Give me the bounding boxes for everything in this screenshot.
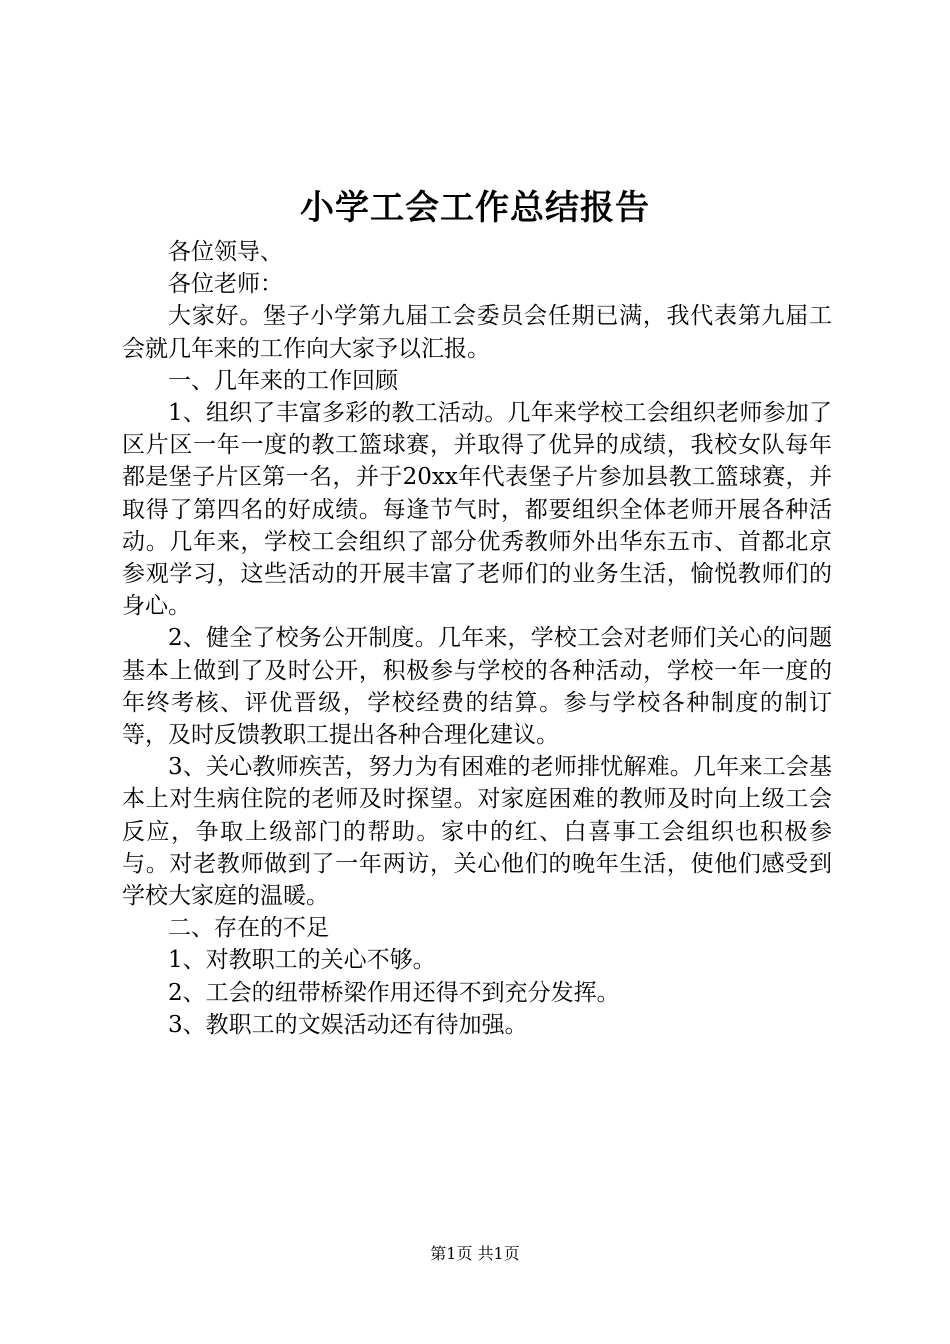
- shortcoming-item-1: 1、对教职工的关心不够。: [168, 947, 436, 974]
- page-footer: 第1页 共1页: [430, 1244, 520, 1263]
- section-heading-shortcomings: 二、存在的不足: [168, 915, 329, 942]
- shortcoming-item-2: 2、工会的纽带桥梁作用还得不到充分发挥。: [168, 979, 620, 1006]
- review-item-3: 3、关心教师疾苦，努力为有困难的老师排忧解难。几年来工会基本上对生病住院的老师及时探望。对家庭困难的教师及时向上级工会反应，争取上级部门的帮助。家中的红、白喜事工会组织也积极参与。对老教师做到了一年两访，关心他们的晚年生活，使他们感受到学校大家庭的温暖。: [122, 754, 832, 910]
- section-heading-review: 一、几年来的工作回顾: [168, 367, 398, 394]
- shortcoming-item-3: 3、教职工的文娱活动还有待加强。: [168, 1011, 528, 1038]
- salutation-teachers: 各位老师：: [168, 271, 283, 298]
- document-title: 小学工会工作总结报告: [300, 188, 650, 228]
- review-item-1: 1、组织了丰富多彩的教工活动。几年来学校工会组织老师参加了区片区一年一度的教工篮球赛，并取得了优异的成绩，我校女队每年都是堡子片区第一名，并于20xx年代表堡子片参加县教工篮球赛，并取得了第四名的好成绩。每逢节气时，都要组织全体老师开展各种活动。几年来，学校工会组织了部分优秀教师外出华东五市、首都北京参观学习，这些活动的开展丰富了老师们的业务生活，愉悦教师们的身心。: [122, 400, 832, 620]
- salutation-leaders: 各位领导、: [168, 239, 283, 265]
- opening-paragraph: 大家好。堡子小学第九届工会委员会任期已满，我代表第九届工会就几年来的工作向大家予以汇报。: [122, 303, 832, 362]
- review-item-2: 2、健全了校务公开制度。几年来，学校工会对老师们关心的问题基本上做到了及时公开，积极参与学校的各种活动，学校一年一度的年终考核、评优晋级，学校经费的结算。参与学校各种制度的制订等，及时反馈教职工提出各种合理化建议。: [122, 625, 832, 749]
- document-body: [122, 236, 832, 1041]
